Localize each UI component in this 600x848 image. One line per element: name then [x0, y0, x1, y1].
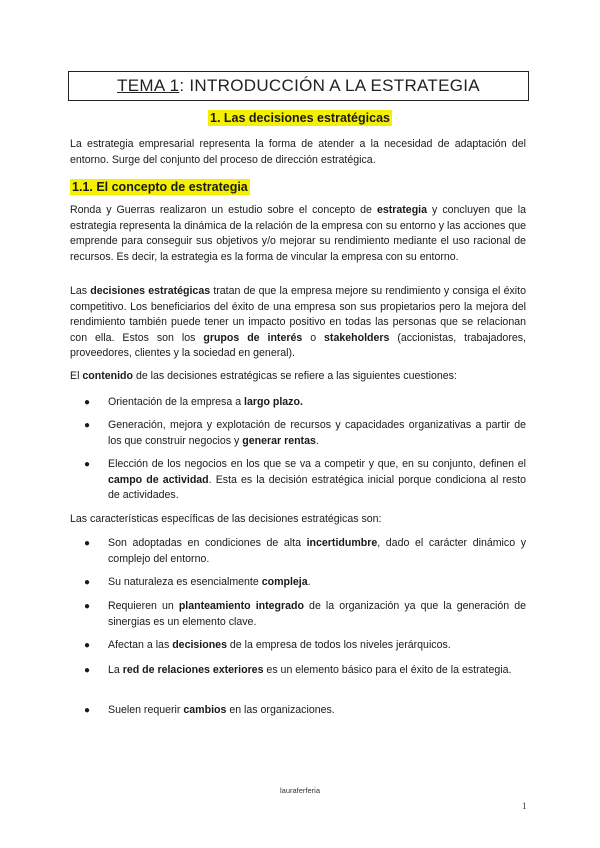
bold-run: decisiones [172, 639, 227, 651]
bullet-icon: ● [84, 459, 91, 470]
list-item [86, 536, 526, 567]
text-run: , dado el carácter dinámico y complejo del entorno. [108, 537, 526, 565]
text-run: es un elemento básico para el éxito de la estrategia. [263, 664, 512, 676]
paragraph-concept [70, 203, 526, 265]
bold-run: grupos de interés [203, 331, 303, 344]
bullet-icon: ● [84, 665, 91, 676]
bullet-icon: ● [84, 640, 91, 651]
bullet-icon: ● [84, 577, 91, 588]
text-run: de la empresa de todos los niveles jerárquicos. [226, 639, 451, 651]
bold-run: campo de actividad [108, 473, 209, 486]
paragraph-content-intro [70, 369, 526, 385]
text-run: Las [70, 285, 91, 297]
section-heading-1-1 [70, 178, 250, 196]
text-run: en las organizaciones. [226, 704, 335, 716]
bullet-icon: ● [84, 397, 91, 408]
text-run: tratan de que la empresa mejore su rendimiento y consiga el éxito competitivo. Los beneficiarios del éxito de una empresa son sus propietarios pero la mejora del rendimiento también puede tener un impacto positivo en todas las personas que se relacionan con ella. Estos son los [70, 285, 526, 344]
bold-run: compleja [261, 576, 308, 588]
bold-run: estrategia [376, 204, 428, 216]
bold-run: stakeholders [324, 331, 390, 344]
title-rest: : INTRODUCCIÓN A LA ESTRATEGIA [179, 76, 480, 95]
text-run: Ronda y Guerras realizaron un estudio sobre el concepto de [70, 204, 377, 216]
bullet-icon: ● [84, 420, 91, 431]
text-run: Son adoptadas en condiciones de alta [108, 537, 307, 549]
text-run: El [70, 370, 83, 382]
paragraph-features-intro: Las características específicas de las decisiones estratégicas son: [70, 513, 382, 525]
list-item [86, 575, 526, 591]
text-run: Su naturaleza es esencialmente [108, 576, 262, 588]
intro-paragraph: La estrategia empresarial representa la forma de atender a la necesidad de adaptación del entorno. Surge del conjunto del proceso de dirección estratégica. [70, 138, 526, 166]
text-run: Suelen requerir [108, 704, 184, 716]
list-item [86, 395, 526, 411]
title-underlined: TEMA 1 [117, 76, 180, 95]
section-heading-1-1-text: 1.1. El concepto de estrategia [72, 180, 248, 194]
section-heading-1 [0, 109, 600, 127]
text-run: Afectan a las [108, 639, 173, 651]
text-run: de las decisiones estratégicas se refiere a las siguientes cuestiones: [133, 370, 457, 382]
bold-run: decisiones estratégicas [90, 285, 211, 297]
list-item [86, 418, 526, 449]
bullet-icon: ● [84, 538, 91, 549]
bullet-icon: ● [84, 705, 91, 716]
text-run: Elección de los negocios en los que se va a competir y que, en su conjunto, definen el [108, 458, 526, 470]
page-number: 1 [522, 801, 527, 811]
text-run: Requieren un [108, 600, 179, 612]
text-run: . [315, 434, 319, 447]
paragraph-decisions [70, 284, 526, 362]
section-heading-1-text: 1. Las decisiones estratégicas [210, 111, 390, 125]
text-run: de la organización ya que la generación de sinergias es un elemento clave. [108, 600, 526, 628]
text-run: . Esta es la decisión estratégica inicial porque condiciona al resto de actividades. [108, 473, 526, 501]
list-item [86, 663, 526, 679]
bold-run: planteamiento integrado [178, 600, 304, 612]
text-run: . [307, 576, 311, 588]
page-title [68, 71, 529, 101]
text-run: (accionistas, trabajadores, proveedores, clientes y la sociedad en general). [70, 331, 526, 359]
text-run: La [108, 664, 123, 676]
bold-run: cambios [183, 704, 227, 716]
footer-author: lauraferferia [279, 786, 321, 795]
bold-run: contenido [82, 370, 133, 382]
bold-run: incertidumbre [306, 537, 378, 549]
bold-run: largo plazo. [244, 396, 303, 408]
text-run: Orientación de la empresa a [108, 396, 245, 408]
text-run: y concluyen que la estrategia representa la dinámica de la relación de la empresa con su entorno y las acciones que emprende para conseguir sus objetivos y/o mejorar su rendimiento mediante el uso racional de recursos. Es decir, la estrategia es la forma de vincular la empresa con su entorno. [70, 204, 527, 263]
list-item [86, 703, 526, 719]
bullet-icon: ● [84, 601, 91, 612]
list-item [86, 638, 526, 654]
bold-run: generar rentas [242, 434, 316, 447]
list-item [86, 457, 526, 504]
list-item [86, 599, 526, 630]
text-run: o [302, 331, 325, 344]
text-run: Generación, mejora y explotación de recursos y capacidades organizativas a partir de los que construir negocios y [108, 419, 526, 447]
bold-run: red de relaciones exteriores [122, 664, 264, 676]
